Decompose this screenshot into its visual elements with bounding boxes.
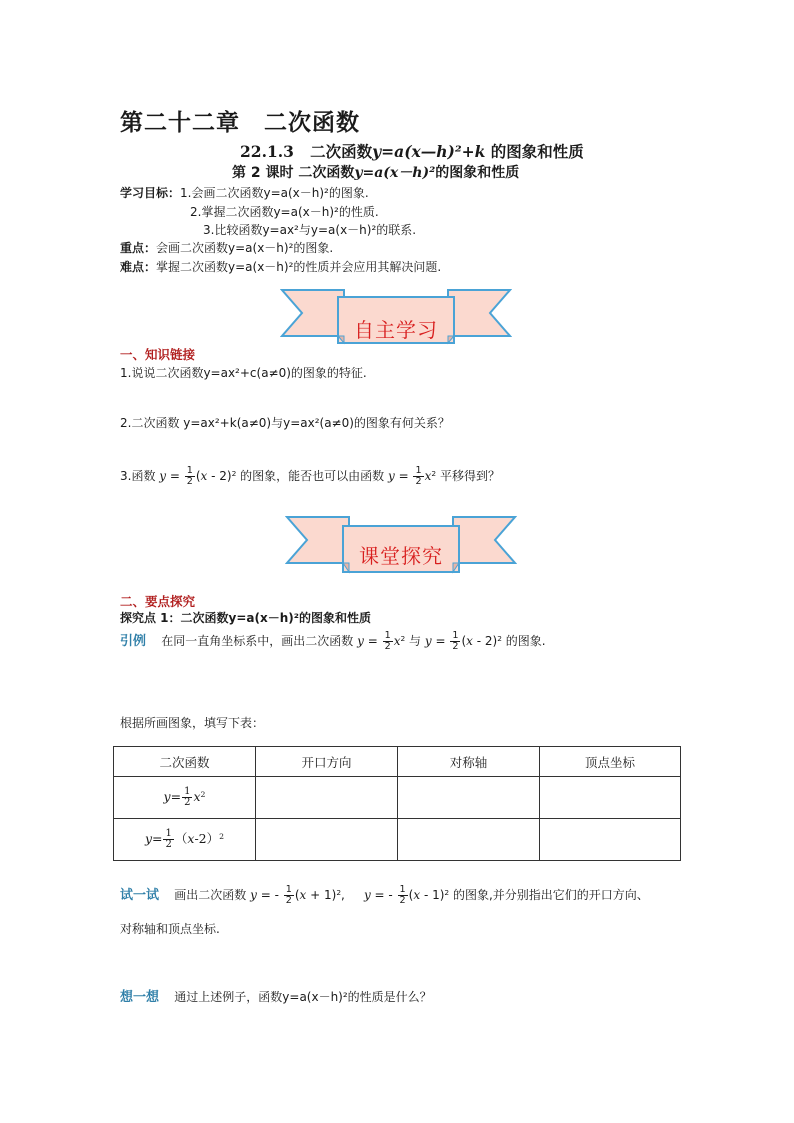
table-cell-blank[interactable] (398, 777, 540, 819)
table-cell-func-2: y= $\frac{1}{2}$ $(x-2)^2$ (114, 819, 256, 861)
part1-q3 (120, 466, 500, 487)
example-label: 引例 (120, 634, 147, 649)
table-header-axis: 对称轴 (398, 747, 540, 777)
section-title (240, 140, 584, 162)
try-text-a: 画出二次函数 (174, 888, 247, 902)
banner-label-2: 课堂探究 (359, 544, 443, 568)
formula-q3-1: y = $\frac{1}{2}$ (x - 2)$^2$ (159, 465, 237, 488)
example-text-a: 在同一直角坐标系中，画出二次函数 (161, 634, 354, 648)
try-label: 试一试 (120, 888, 160, 903)
part2-heading: 二、要点探究 (120, 594, 196, 609)
lesson-prefix: 第 2 课时 二次函数 (232, 165, 355, 181)
key-point (120, 239, 333, 256)
part1-q1: 1.说说二次函数y=ax²+c(a≠0)的图象的特征. (120, 366, 367, 380)
fill-in-table (113, 746, 681, 861)
part1-q3-c: 平移得到？ (439, 469, 500, 484)
table-cell-blank[interactable] (256, 777, 398, 819)
difficulty-text: 掌握二次函数y=a(x－h)²的性质并会应用其解决问题. (156, 260, 442, 274)
example-text-c: 的图象. (505, 634, 546, 648)
try-line: 试一试 画出二次函数 y = - $\frac{1}{2}$ $(x + 1)^2$, y = - $\frac{1}{2}$ (x - 1)$^2$ 的图象,并分别指出它们的开口方向、 (120, 883, 649, 906)
difficulty (120, 258, 441, 275)
formula-q3-2: y = $\frac{1}{2}$ $x^2$ (388, 465, 437, 488)
table-cell-blank[interactable] (256, 819, 398, 861)
formula-try-1: y = - $\frac{1}{2}$ $(x + 1)^2$ (250, 883, 342, 906)
difficulty-label: 难点： (120, 260, 157, 274)
table-header-vertex: 顶点坐标 (540, 747, 681, 777)
explore-point-1: 探究点 1：二次函数y=a(x－h)²的图象和性质 (120, 611, 372, 625)
formula-example-2: y = $\frac{1}{2}$ (x - 2)$^2$ (424, 629, 502, 652)
table-header-opening: 开口方向 (256, 747, 398, 777)
chapter-title: 第二十二章 二次函数 (120, 110, 360, 136)
part1-heading: 一、知识链接 (120, 347, 196, 362)
table-cell-func-1: y= $\frac{1}{2}$ $x^2$ (114, 777, 256, 819)
table-header-function: 二次函数 (114, 747, 256, 777)
table-header-row (114, 747, 681, 777)
table-cell-blank[interactable] (540, 819, 681, 861)
objective-2: 2.掌握二次函数y=a(x－h)²的性质. (190, 205, 379, 219)
lesson-title (232, 162, 519, 182)
formula-try-2: y = - $\frac{1}{2}$ (x - 1)$^2$ (363, 883, 450, 906)
lesson-suffix: 的图象和性质 (435, 165, 520, 181)
example-line (120, 630, 546, 652)
section-title-formula: y=a(x—h)²+k (372, 142, 486, 161)
key-point-text: 会画二次函数y=a(x－h)²的图象. (156, 241, 334, 255)
objectives-line-1 (120, 184, 369, 201)
section-title-prefix: 二次函数 (310, 143, 373, 161)
think-label: 想一想 (120, 990, 160, 1005)
think-line (120, 986, 432, 1005)
section-title-suffix: 的图象和性质 (490, 143, 584, 161)
part1-q3-a: 3.函数 (120, 469, 156, 484)
objectives-label: 学习目标： (120, 186, 181, 200)
objective-1: 1.会画二次函数y=a(x－h)²的图象. (180, 186, 369, 200)
try-text-c: 对称轴和顶点坐标. (120, 922, 220, 936)
think-text: 通过上述例子，函数y=a(x－h)²的性质是什么？ (174, 990, 432, 1004)
key-point-label: 重点： (120, 241, 157, 255)
try-text-b: 的图象,并分别指出它们的开口方向、 (452, 888, 649, 902)
part1-q2: 2.二次函数 y=ax²+k(a≠0)与y=ax²(a≠0)的图象有何关系？ (120, 416, 450, 430)
table-cell-blank[interactable] (398, 819, 540, 861)
banner-label-1: 自主学习 (354, 318, 438, 342)
table-row (114, 819, 681, 861)
table-cell-blank[interactable] (540, 777, 681, 819)
table-row (114, 777, 681, 819)
section-number: 22.1.3 (240, 142, 294, 161)
lesson-formula: y=a(x－h)² (354, 165, 436, 181)
formula-example-1: y = $\frac{1}{2}$ $x^2$ (357, 629, 406, 652)
example-text-b: 与 (409, 634, 422, 648)
table-intro: 根据所画图象，填写下表： (120, 716, 265, 730)
part1-q3-b: 的图象，能否也可以由函数 (240, 469, 385, 484)
objective-3: 3.比较函数y=ax²与y=a(x－h)²的联系. (203, 223, 417, 237)
